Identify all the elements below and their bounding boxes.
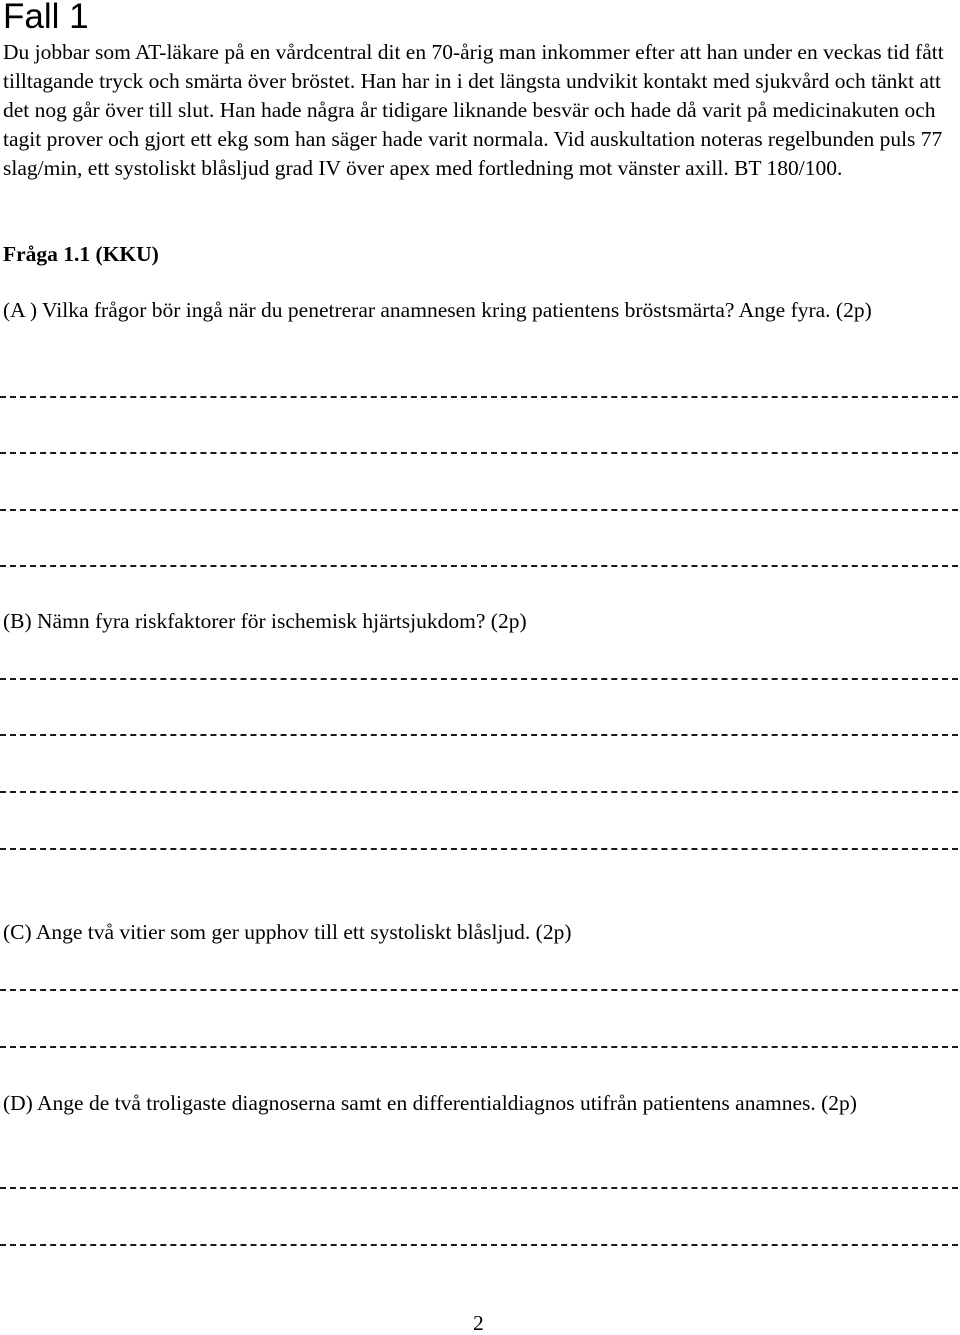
answer-line-c2[interactable] [0, 1046, 958, 1048]
answer-line-a1[interactable] [0, 396, 958, 398]
answer-line-b1[interactable] [0, 678, 958, 680]
answer-line-a2[interactable] [0, 452, 958, 454]
case-title: Fall 1 [3, 0, 89, 36]
question-d: (D) Ange de två troligaste diagnoserna samt en differentialdiagnos utifrån patientens anamnes. (2p) [3, 1091, 857, 1115]
page-number: 2 [473, 1311, 484, 1335]
question-a: (A ) Vilka frågor bör ingå när du penetrerar anamnesen kring patientens bröstsmärta? Ange fyra. (2p) [3, 298, 872, 322]
answer-line-b2[interactable] [0, 734, 958, 736]
question-b: (B) Nämn fyra riskfaktorer för ischemisk hjärtsjukdom? (2p) [3, 609, 527, 633]
answer-line-d2[interactable] [0, 1244, 958, 1246]
answer-line-d1[interactable] [0, 1187, 958, 1189]
question-c: (C) Ange två vitier som ger upphov till ett systoliskt blåsljud. (2p) [3, 920, 572, 944]
answer-line-b4[interactable] [0, 848, 958, 850]
answer-line-a4[interactable] [0, 565, 958, 567]
answer-line-c1[interactable] [0, 989, 958, 991]
question-heading: Fråga 1.1 (KKU) [3, 242, 159, 266]
answer-line-a3[interactable] [0, 509, 958, 511]
answer-line-b3[interactable] [0, 791, 958, 793]
case-description: Du jobbar som AT-läkare på en vårdcentral dit en 70-årig man inkommer efter att han under en veckas tid fått tilltagande tryck och smärta över bröstet. Han har in i det längsta undvikit kontakt med sjukvård och tänkt att det nog går över till slut. Han hade några år tidigare liknande besvär och hade då varit på medicinakuten och tagit prover och gjort ett ekg som han säger hade varit normala. Vid auskultation noteras regelbunden puls 77 slag/min, ett systoliskt blåsljud grad IV över apex med fortledning mot vänster axill. BT 180/100. [3, 40, 944, 180]
